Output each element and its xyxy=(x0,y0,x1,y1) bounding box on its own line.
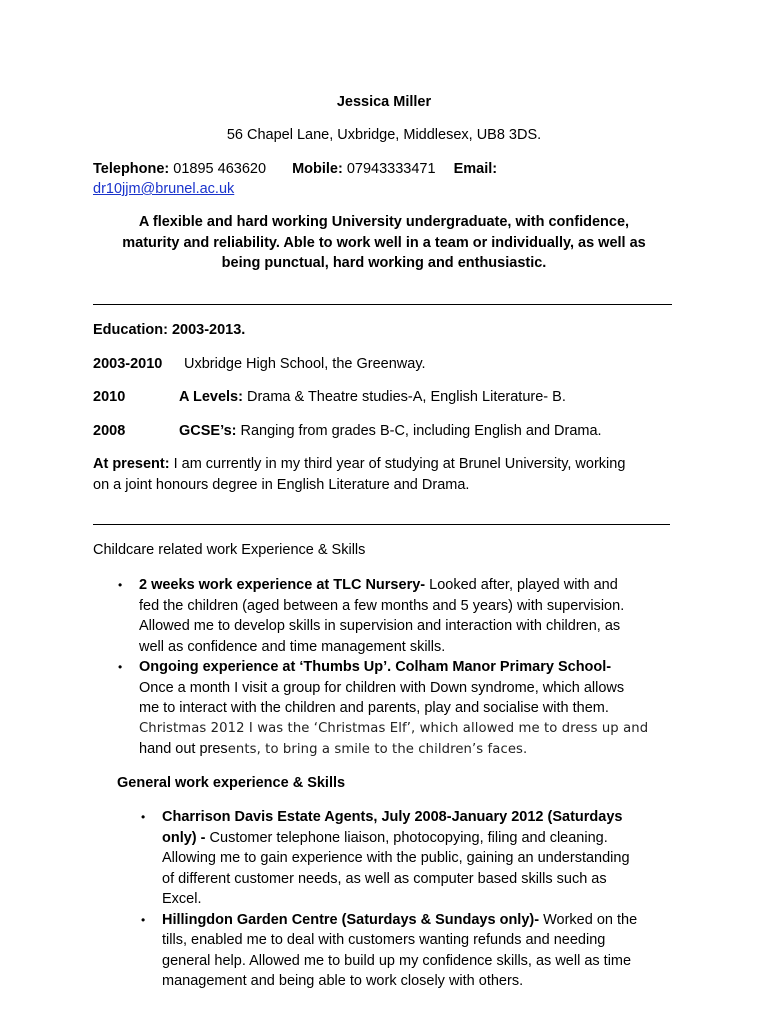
item-text: fed the children (aged between a few months and 5 years) with supervision. xyxy=(139,597,625,614)
education-row xyxy=(93,387,566,408)
childcare-heading-text: Childcare related work Experience & Skills xyxy=(93,542,366,558)
education-label: A Levels: xyxy=(179,389,243,405)
general-heading xyxy=(117,773,345,794)
cv-name xyxy=(0,92,768,113)
item-text: Excel. xyxy=(162,891,202,907)
item-text: Christmas 2012 I was the ‘Christmas Elf’, which allowed me to dress up and xyxy=(139,720,649,736)
item-text: of different customer needs, as well as computer based skills such as xyxy=(162,870,607,887)
section-divider xyxy=(93,524,670,525)
present-study xyxy=(93,454,693,495)
item-text: Worked on the xyxy=(543,911,638,928)
contact-line xyxy=(93,159,497,180)
education-row xyxy=(93,354,426,375)
mobile-value: 07943333471 xyxy=(346,161,436,177)
education-year: 2003-2010 xyxy=(93,356,163,372)
item-text: management and being able to work closely with others. xyxy=(162,973,524,989)
item-text: me to interact with the children and parents, play and socialise with them. xyxy=(139,700,609,716)
mobile-label: Mobile: xyxy=(292,161,343,177)
section-divider xyxy=(93,304,672,305)
general-list xyxy=(141,807,722,992)
bullet-icon: • xyxy=(118,578,123,592)
item-text: Once a month I visit a group for children with Down syndrome, which allows xyxy=(139,679,625,696)
list-item xyxy=(118,575,699,657)
name-text: Jessica Miller xyxy=(336,94,432,110)
profile-line: maturity and reliability. Able to work well in a team or individually, as well as xyxy=(122,234,646,251)
present-text: on a joint honours degree in English Literature and Drama. xyxy=(93,476,470,493)
present-label: At present: xyxy=(93,456,170,472)
item-text: well as confidence and time management skills. xyxy=(139,638,446,655)
profile-statement xyxy=(60,212,708,274)
list-item xyxy=(141,807,722,910)
bullet-icon: • xyxy=(141,810,146,824)
education-detail: Ranging from grades B-C, including English and Drama. xyxy=(240,423,602,439)
education-detail: Drama & Theatre studies-A, English Literature- B. xyxy=(246,389,566,405)
address-text: 56 Chapel Lane, Uxbridge, Middlesex, UB8 3DS. xyxy=(226,127,542,143)
present-text: I am currently in my third year of studying at Brunel University, working xyxy=(173,456,626,472)
item-text: hand out pres xyxy=(139,741,228,757)
item-title: Ongoing experience at ‘Thumbs Up’. Colham Manor Primary School- xyxy=(139,659,612,675)
education-heading xyxy=(93,320,245,341)
education-detail: Uxbridge High School, the Greenway. xyxy=(184,356,426,372)
item-text: ents, to bring a smile to the children’s faces. xyxy=(227,742,528,757)
education-label: GCSE’s: xyxy=(179,423,237,439)
education-heading-text: Education: 2003-2013. xyxy=(93,322,246,338)
item-text: general help. Allowed me to build up my confidence skills, as well as time xyxy=(162,952,632,969)
item-title: 2 weeks work experience at TLC Nursery- xyxy=(139,577,426,593)
email-label: Email: xyxy=(453,161,498,177)
item-text: Looked after, played with and xyxy=(429,577,618,593)
email-link[interactable]: dr10jjm@brunel.ac.uk xyxy=(93,181,235,197)
list-item xyxy=(141,910,722,992)
childcare-heading xyxy=(93,540,365,561)
general-heading-text: General work experience & Skills xyxy=(117,775,346,791)
item-title: Hillingdon Garden Centre (Saturdays & Sundays only)- xyxy=(162,911,540,928)
item-text: Allowing me to gain experience with the public, gaining an understanding xyxy=(162,850,630,866)
address xyxy=(0,125,768,146)
telephone-value: 01895 463620 xyxy=(173,161,267,177)
bullet-icon: • xyxy=(118,660,123,674)
item-title: only) - xyxy=(162,829,206,846)
bullet-icon: • xyxy=(141,912,146,927)
education-year: 2008 xyxy=(93,423,126,439)
item-text: tills, enabled me to deal with customers wanting refunds and needing xyxy=(162,932,606,948)
list-item xyxy=(118,657,699,761)
profile-line: being punctual, hard working and enthusiastic. xyxy=(221,255,547,271)
education-row xyxy=(93,421,602,442)
item-title: Charrison Davis Estate Agents, July 2008-January 2012 (Saturdays xyxy=(162,809,623,825)
item-text: Allowed me to develop skills in supervision and interaction with children, as xyxy=(139,618,621,634)
profile-line: A flexible and hard working University undergraduate, with confidence, xyxy=(138,214,630,230)
education-year: 2010 xyxy=(93,389,126,405)
email-row xyxy=(93,179,234,200)
childcare-list xyxy=(118,575,699,761)
item-text: Customer telephone liaison, photocopying, filing and cleaning. xyxy=(209,829,608,846)
telephone-label: Telephone: xyxy=(93,161,170,177)
